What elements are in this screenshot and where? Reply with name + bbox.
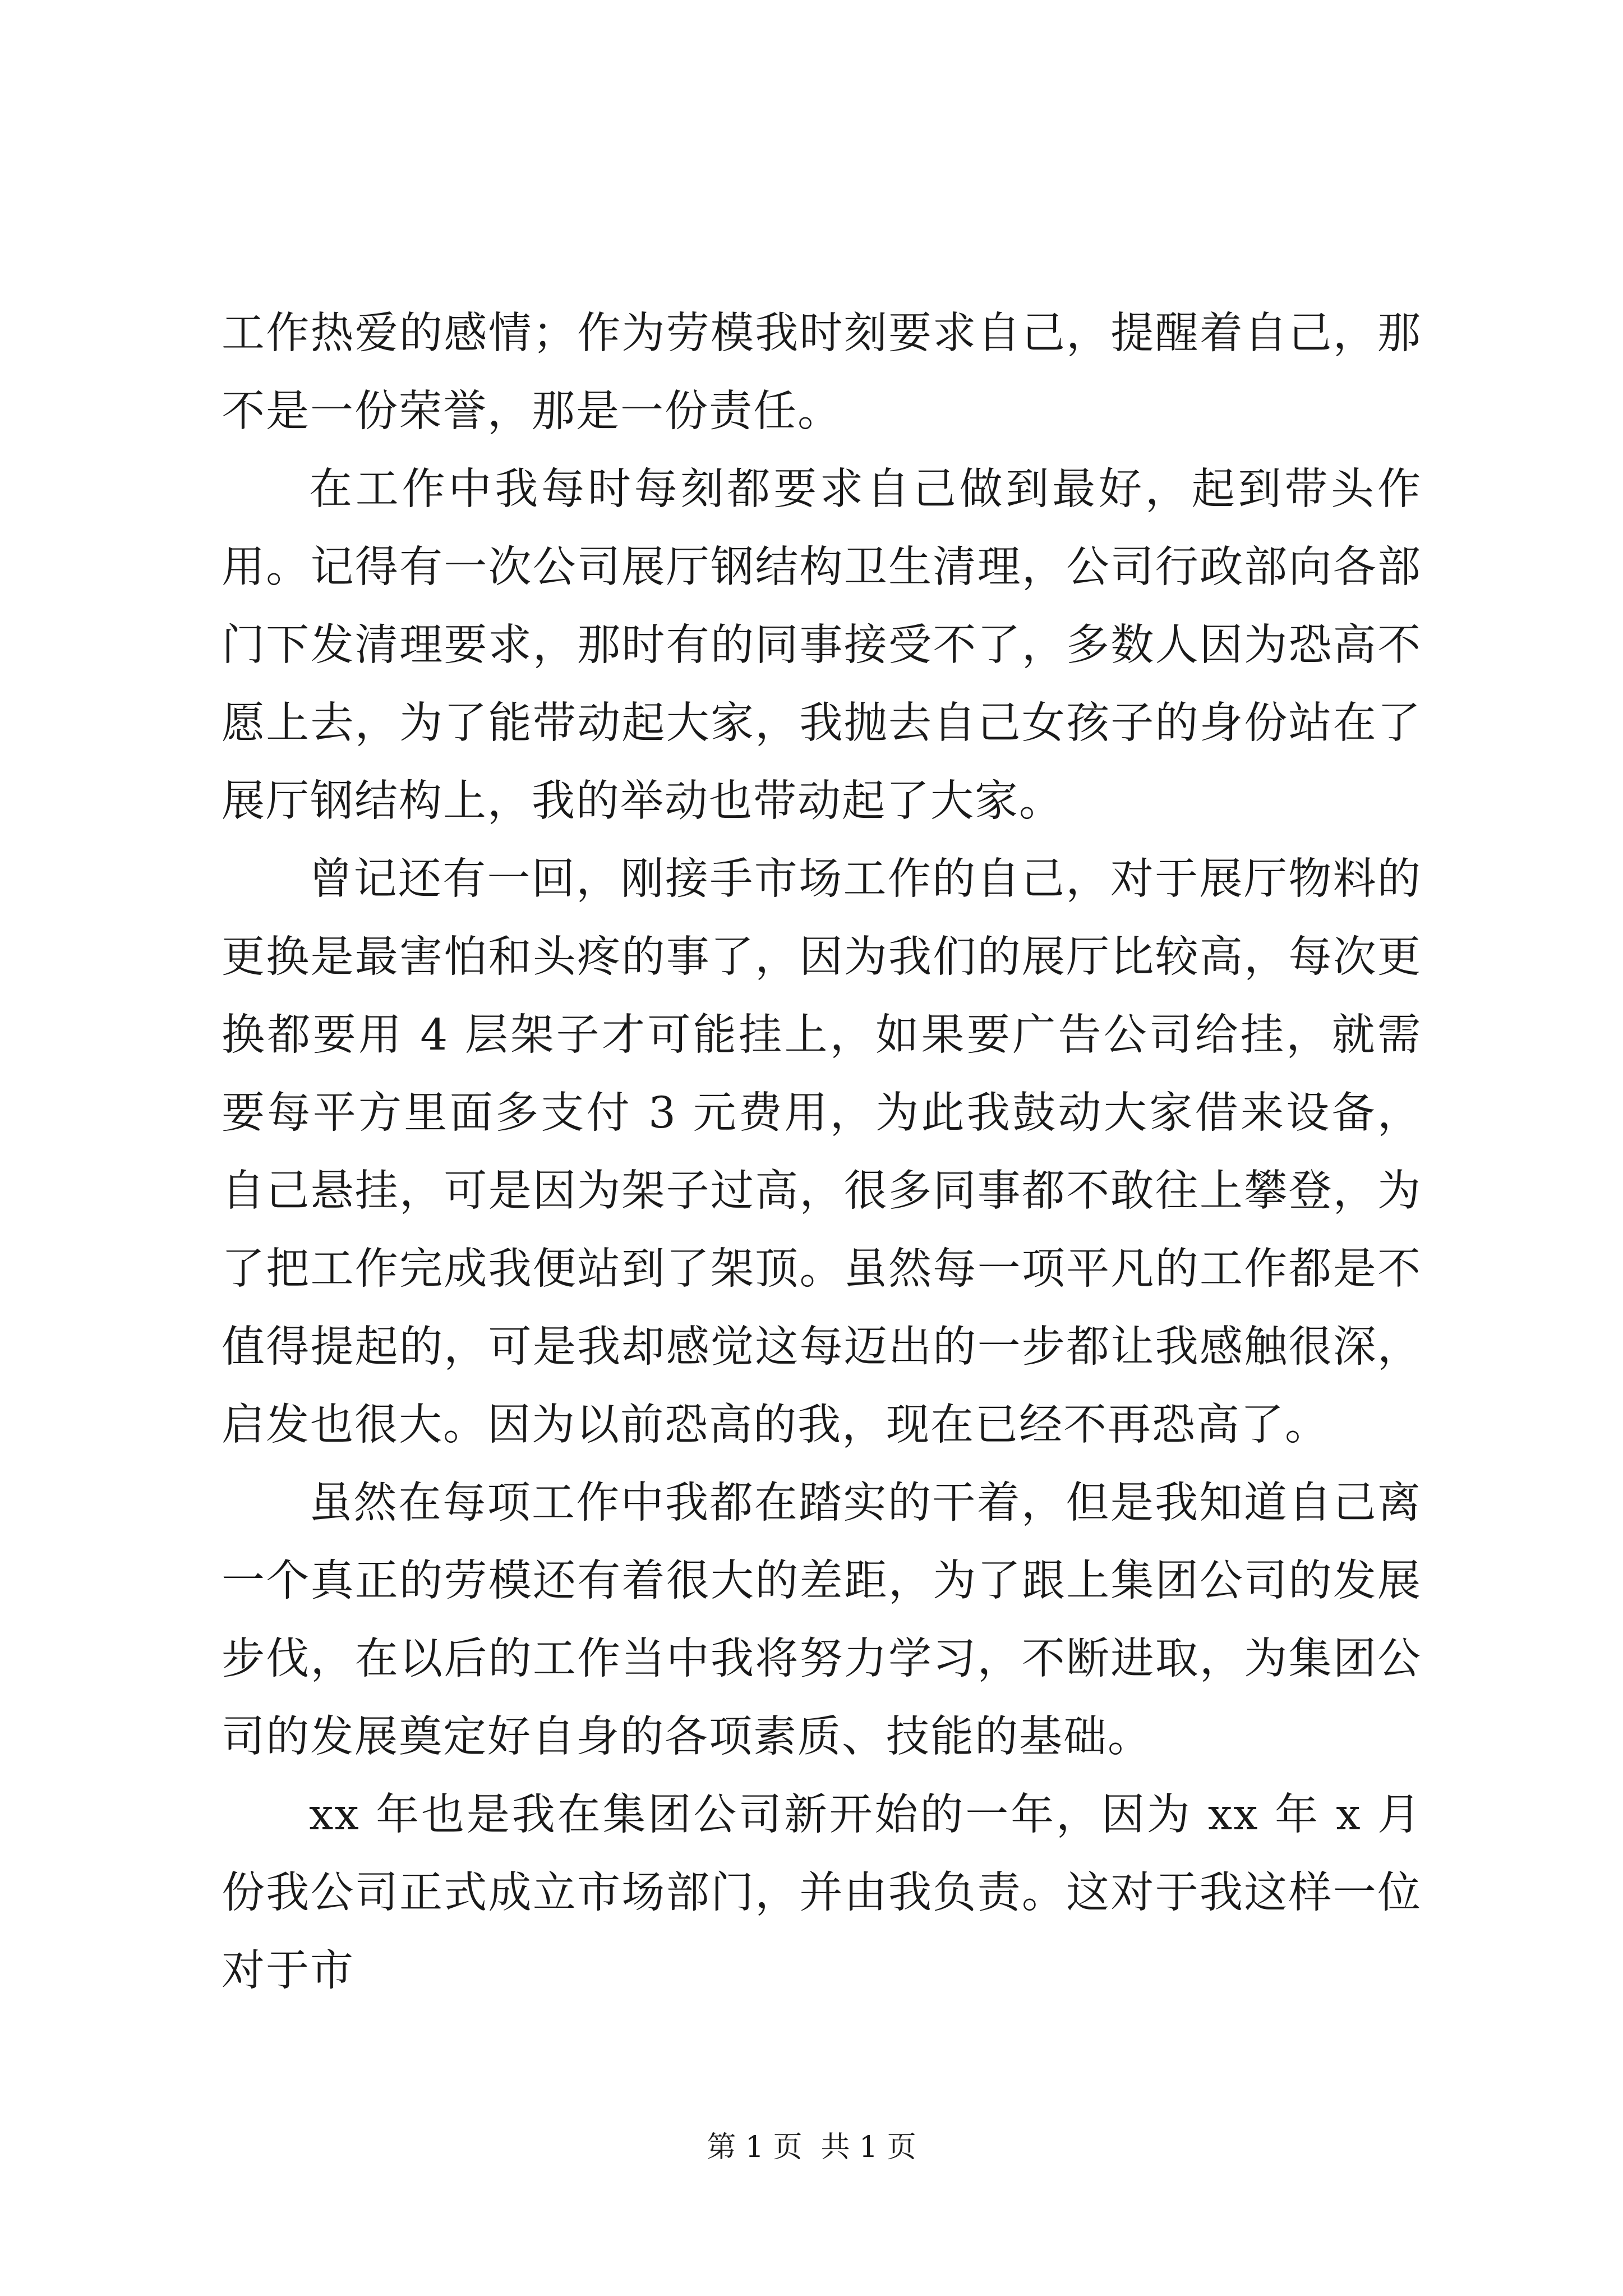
paragraph: 在工作中我每时每刻都要求自己做到最好，起到带头作用。记得有一次公司展厅钢结构卫生清理，公司行政部向各部门下发清理要求，那时有的同事接受不了，多数人因为恐高不愿上去，为了能带动起大家，我抛去自己女孩子的身份站在了展厅钢结构上，我的举动也带动起了大家。 (222, 464, 1422, 826)
paragraph: xx 年也是我在集团公司新开始的一年，因为 xx 年 x 月份我公司正式成立市场部门，并由我负责。这对于我这样一位对于市 (222, 1790, 1422, 1996)
paragraph: 虽然在每项工作中我都在踏实的干着，但是我知道自己离一个真正的劳模还有着很大的差距，为了跟上集团公司的发展步伐，在以后的工作当中我将努力学习，不断进取，为集团公司的发展奠定好自身的各项素质、技能的基础。 (222, 1478, 1422, 1762)
page-number-label: 第 1 页 共 1 页 (707, 2131, 916, 2164)
document-body (222, 295, 1422, 2010)
page-footer (0, 2123, 1623, 2165)
paragraph: 曾记还有一回，刚接手市场工作的自己，对于展厅物料的更换是最害怕和头疼的事了，因为我们的展厅比较高，每次更换都要用 4 层架子才可能挂上，如果要广告公司给挂，就需要每平方里面多支付 3 元费用，为此我鼓动大家借来设备，自己悬挂，可是因为架子过高，很多同事都不敢往上攀登，为了把工作完成我便站到了架顶。虽然每一项平凡的工作都是不值得提起的，可是我却感觉这每迈出的一步都让我感触很深，启发也很大。因为以前恐高的我，现在已经不再恐高了。 (222, 854, 1422, 1450)
paragraph-continuation: 工作热爱的感情；作为劳模我时刻要求自己，提醒着自己，那不是一份荣誉，那是一份责任。 (222, 309, 1422, 436)
